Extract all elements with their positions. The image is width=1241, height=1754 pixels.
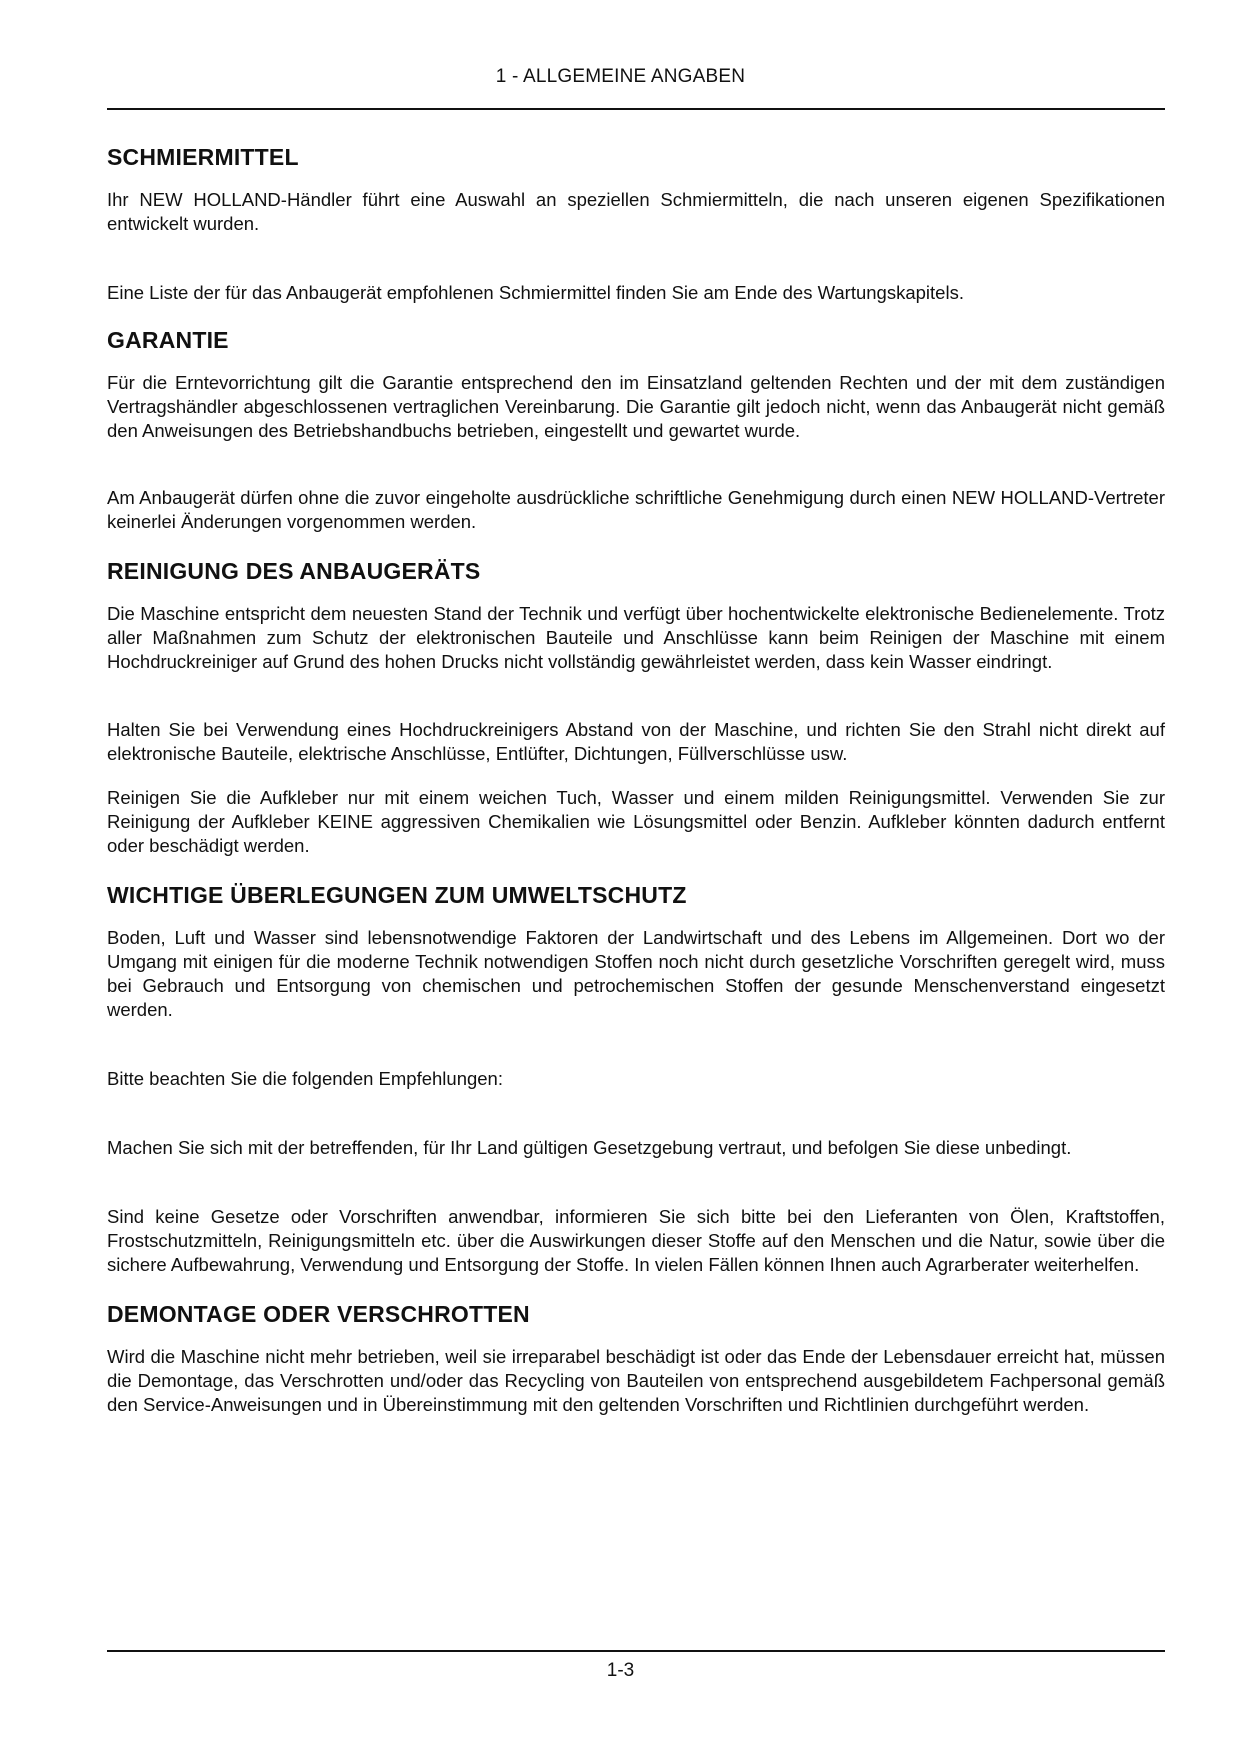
paragraph: Halten Sie bei Verwendung eines Hochdruckreinigers Abstand von der Maschine, und richten Sie den Strahl nicht direkt auf elektronische Bauteile, elektrische Anschlüsse, Entlüfter, Dichtungen, Füllverschlüsse usw.	[107, 719, 1165, 764]
paragraph: Machen Sie sich mit der betreffenden, für Ihr Land gültigen Gesetzgebung vertraut, und befolgen Sie diese unbedingt.	[107, 1137, 1072, 1158]
footer-rule	[107, 1650, 1165, 1652]
paragraph: Bitte beachten Sie die folgenden Empfehlungen:	[107, 1068, 503, 1089]
section-title: REINIGUNG DES ANBAUGERÄTS	[107, 558, 481, 584]
paragraph: Für die Erntevorrichtung gilt die Garantie entsprechend den im Einsatzland geltenden Rechten und der mit dem zuständigen Vertragshändler abgeschlossenen vertraglichen Vereinbarung. Die Garantie gilt jedoch nicht, wenn das Anbaugerät nicht gemäß den Anweisungen des Betriebshandbuchs betrieben, eingestellt und gewartet wurde.	[107, 372, 1165, 441]
page-number: 1-3	[606, 1660, 635, 1681]
section-garantie	[107, 325, 1165, 534]
paragraph: Ihr NEW HOLLAND-Händler führt eine Auswahl an speziellen Schmiermitteln, die nach unseren eigenen Spezifikationen entwickelt wurden.	[107, 189, 1165, 234]
section-title: GARANTIE	[107, 327, 229, 353]
section-title: SCHMIERMITTEL	[107, 144, 299, 170]
section-demontage	[107, 1299, 1165, 1417]
page-content	[107, 142, 1165, 1417]
section-umweltschutz	[107, 880, 1165, 1277]
section-schmiermittel	[107, 142, 1165, 305]
header-rule	[107, 108, 1165, 110]
section-title: WICHTIGE ÜBERLEGUNGEN ZUM UMWELTSCHUTZ	[107, 882, 687, 908]
paragraph: Die Maschine entspricht dem neuesten Stand der Technik und verfügt über hochentwickelte elektronische Bedienelemente. Trotz aller Maßnahmen zum Schutz der elektronischen Bauteile und Anschlüsse kann beim Reinigen der Maschine mit einem Hochdruckreiniger auf Grund des hohen Drucks nicht vollständig gewährleistet werden, dass kein Wasser eindringt.	[107, 603, 1165, 672]
paragraph: Sind keine Gesetze oder Vorschriften anwendbar, informieren Sie sich bitte bei den Lieferanten von Ölen, Kraftstoffen, Frostschutzmitteln, Reinigungsmitteln etc. über die Auswirkungen dieser Stoffe auf den Menschen und die Natur, sowie über die sichere Aufbewahrung, Verwendung und Entsorgung der Stoffe. In vielen Fällen können Ihnen auch Agrarberater weiterhelfen.	[107, 1206, 1165, 1275]
paragraph: Reinigen Sie die Aufkleber nur mit einem weichen Tuch, Wasser und einem milden Reinigungsmittel. Verwenden Sie zur Reinigung der Aufkleber KEINE aggressiven Chemikalien wie Lösungsmittel oder Benzin. Aufkleber könnten dadurch entfernt oder beschädigt werden.	[107, 787, 1165, 856]
paragraph: Eine Liste der für das Anbaugerät empfohlenen Schmiermittel finden Sie am Ende des Wartungskapitels.	[107, 282, 964, 303]
section-reinigung	[107, 556, 1165, 858]
section-title: DEMONTAGE ODER VERSCHROTTEN	[107, 1301, 530, 1327]
paragraph: Am Anbaugerät dürfen ohne die zuvor eingeholte ausdrückliche schriftliche Genehmigung durch einen NEW HOLLAND-Vertreter keinerlei Änderungen vorgenommen werden.	[107, 487, 1165, 532]
paragraph: Wird die Maschine nicht mehr betrieben, weil sie irreparabel beschädigt ist oder das Ende der Lebensdauer erreicht hat, müssen die Demontage, das Verschrotten und/oder das Recycling von Bauteilen von entsprechend ausgebildetem Fachpersonal gemäß den Service-Anweisungen und in Übereinstimmung mit den geltenden Vorschriften und Richtlinien durchgeführt werden.	[107, 1346, 1165, 1415]
paragraph: Boden, Luft und Wasser sind lebensnotwendige Faktoren der Landwirtschaft und des Lebens im Allgemeinen. Dort wo der Umgang mit einigen für die moderne Technik notwendigen Stoffen noch nicht durch gesetzliche Vorschriften geregelt wird, muss bei Gebrauch und Entsorgung von chemischen und petrochemischen Stoffen der gesunde Menschenverstand eingesetzt werden.	[107, 927, 1165, 1020]
chapter-header: 1 - ALLGEMEINE ANGABEN	[495, 66, 746, 87]
